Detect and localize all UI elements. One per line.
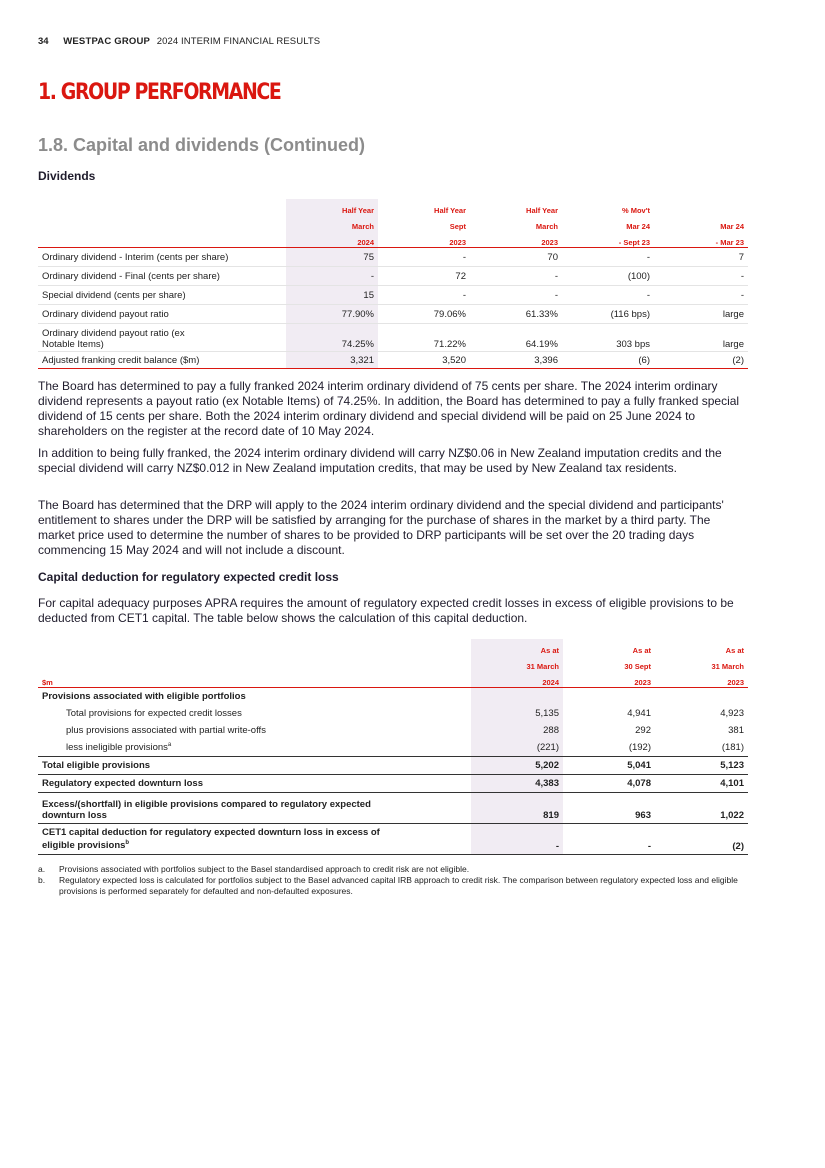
table-cell: large (654, 305, 748, 324)
row-label: plus provisions associated with partial write-offs (66, 725, 266, 736)
column-header: 2024 (471, 671, 563, 688)
column-header (654, 199, 748, 215)
column-header: Mar 24 (720, 222, 744, 231)
table-cell: 303 bps (562, 324, 654, 352)
row-label: Regulatory expected downturn loss (38, 775, 471, 793)
dividends-header-row-3 (38, 231, 748, 248)
table-cell: 74.25% (286, 324, 378, 352)
column-header: 31 March (471, 655, 563, 671)
group-label: Provisions associated with eligible portfolios (42, 691, 246, 702)
column-header: As at (471, 639, 563, 655)
table-cell: 5,041 (563, 757, 655, 775)
table-cell: - (471, 824, 563, 855)
table-cell: - (654, 267, 748, 286)
table-cell: - (470, 286, 562, 305)
footnote-ref: b (125, 840, 130, 847)
table-cell: (116 bps) (562, 305, 654, 324)
table-row (38, 352, 748, 369)
table-cell: - (654, 286, 748, 305)
brand-name: WESTPAC GROUP (63, 36, 151, 47)
table-cell: 61.33% (470, 305, 562, 324)
column-header: 2023 (563, 671, 655, 688)
table-cell: 77.90% (286, 305, 378, 324)
column-header: 2023 (378, 231, 470, 248)
table-cell: 4,383 (471, 775, 563, 793)
row-label-line: Ordinary dividend payout ratio (ex (42, 328, 185, 339)
row-label: Ordinary dividend payout ratio (38, 305, 286, 324)
footnote-ref: a (167, 741, 172, 748)
column-header: 31 March (711, 662, 744, 671)
footnotes (38, 864, 748, 897)
table-cell: 5,135 (471, 705, 563, 722)
table-cell: - (378, 248, 470, 267)
column-header: 30 Sept (624, 662, 651, 671)
table-row (38, 286, 748, 305)
table-row (38, 248, 748, 267)
table-cell: (100) (562, 267, 654, 286)
table-cell: 4,078 (563, 775, 655, 793)
capital-header-row-1 (38, 639, 748, 655)
row-label-line: Notable Items) (42, 339, 104, 350)
table-cell: 288 (471, 722, 563, 739)
row-label: Total eligible provisions (38, 757, 471, 775)
table-cell: (181) (721, 742, 744, 753)
table-cell: 1,022 (655, 793, 748, 824)
column-header: Half Year (434, 206, 466, 215)
table-cell: 819 (471, 793, 563, 824)
footnote (38, 864, 748, 875)
table-cell: 4,101 (655, 775, 748, 793)
column-header: 2023 (470, 231, 562, 248)
table-cell: - (563, 824, 655, 855)
row-label (38, 824, 471, 855)
table-cell: - (562, 286, 654, 305)
column-header: - Mar 23 (654, 231, 748, 248)
column-header: 2023 (655, 671, 748, 688)
capital-header-row-2 (38, 655, 748, 671)
total-row (38, 757, 748, 775)
dividend-paragraph-3: The Board has determined that the DRP will apply to the 2024 interim ordinary dividend and the special dividend and participants' entitlement to shares under the DRP will be satisfied by arranging for the purchase of shares in the market by a third party. The market price used to determine the number of shares to be provided to DRP participants will be set over the 20 trading days commencing 15 May 2024 and will not include a discount. (38, 498, 724, 557)
column-header: % Mov't (621, 206, 650, 215)
group-row (38, 688, 748, 706)
column-header: Half Year (526, 206, 558, 215)
capital-heading: Capital deduction for regulatory expected credit loss (38, 570, 339, 584)
column-header: 2024 (286, 231, 378, 248)
table-cell: - (470, 267, 562, 286)
table-cell: 71.22% (378, 324, 470, 352)
subsection-title: 1.8. Capital and dividends (Continued) (38, 135, 366, 155)
dividends-header-row-1 (38, 199, 748, 215)
table-cell: 15 (286, 286, 378, 305)
table-cell: 70 (470, 248, 562, 267)
dividends-heading: Dividends (38, 169, 96, 183)
table-cell: 3,520 (378, 352, 470, 369)
page-header (38, 36, 320, 47)
footnote (38, 875, 748, 897)
table-cell: 7 (654, 248, 748, 267)
unit-label: $m (38, 671, 471, 688)
footnote-marker: b. (38, 875, 46, 885)
table-cell: 292 (635, 725, 651, 736)
table-row (38, 705, 748, 722)
row-label-line: Excess/(shortfall) in eligible provisions compared to regulatory expected (42, 799, 371, 810)
column-header: As at (632, 646, 651, 655)
table-cell: 79.06% (378, 305, 470, 324)
table-cell: 963 (563, 793, 655, 824)
table-cell: 5,123 (655, 757, 748, 775)
table-cell: (192) (628, 742, 651, 753)
footnote-text: Regulatory expected loss is calculated for portfolios subject to the Basel advanced capital IRB approach to credit risk. The comparison between regulatory expected loss and eligible provisions is performed separately for defaulted and non-defaulted exposures. (59, 875, 738, 896)
dividends-table (38, 199, 748, 369)
column-header: March (535, 222, 558, 231)
column-header: Mar 24 (626, 222, 650, 231)
column-header: As at (725, 646, 744, 655)
table-cell: - (286, 267, 378, 286)
table-cell: 3,321 (286, 352, 378, 369)
capital-deduction-table (38, 639, 748, 855)
table-cell: (6) (562, 352, 654, 369)
table-row (38, 793, 748, 824)
table-cell: 4,941 (627, 708, 651, 719)
row-label-text: less ineligible provisions (66, 742, 168, 754)
table-row (38, 722, 748, 739)
column-header: - Sept 23 (562, 231, 654, 248)
table-cell: (2) (654, 352, 748, 369)
page-number: 34 (38, 36, 49, 47)
footnote-marker: a. (38, 864, 46, 874)
row-label-line: downturn loss (42, 809, 107, 821)
column-header: Half Year (286, 199, 378, 215)
dividends-header-row-2 (38, 215, 748, 231)
table-cell: 72 (378, 267, 470, 286)
table-row (38, 305, 748, 324)
table-row (38, 824, 748, 855)
table-cell: (2) (655, 824, 748, 855)
column-header: March (286, 215, 378, 231)
table-cell: - (378, 286, 470, 305)
table-row (38, 324, 748, 352)
table-cell: 3,396 (470, 352, 562, 369)
row-label: Ordinary dividend - Final (cents per share) (38, 267, 286, 286)
table-row (38, 267, 748, 286)
row-label: Adjusted franking credit balance ($m) (38, 352, 286, 369)
row-label: Special dividend (cents per share) (38, 286, 286, 305)
table-cell: 75 (286, 248, 378, 267)
dividend-paragraph-2: In addition to being fully franked, the 2024 interim ordinary dividend will carry NZ$0.06 in New Zealand imputation credits and the special dividend will carry NZ$0.012 in New Zealand imputation credits, that may be used by New Zealand tax residents. (38, 446, 722, 475)
table-row (38, 739, 748, 757)
footnote-text: Provisions associated with portfolios subject to the Basel standardised approach to credit risk are not eligible. (59, 864, 470, 874)
table-row (38, 775, 748, 793)
row-label-line: CET1 capital deduction for regulatory expected downturn loss in excess of (42, 826, 380, 838)
table-cell: 4,923 (720, 708, 744, 719)
dividend-paragraph-1: The Board has determined to pay a fully franked 2024 interim ordinary dividend of 75 cents per share. The 2024 interim ordinary dividend represents a payout ratio (ex Notable Items) of 74.25%. In addition, the Board has determined to pay a fully franked special dividend of 15 cents per share. Both the 2024 interim ordinary dividend and special dividend will be paid on 25 June 2024 to shareholders on the register at the record date of 10 May 2024. (38, 379, 740, 438)
capital-intro: For capital adequacy purposes APRA requires the amount of regulatory expected credit losses in excess of eligible provisions to be deducted from CET1 capital. The table below shows the calculation of this capital deduction. (38, 596, 734, 625)
table-cell: 5,202 (471, 757, 563, 775)
table-cell: (221) (471, 739, 563, 757)
capital-header-row-3 (38, 671, 748, 688)
column-header: Sept (449, 222, 466, 231)
row-label: Ordinary dividend - Interim (cents per share) (38, 248, 286, 267)
table-cell: large (654, 324, 748, 352)
table-cell: 64.19% (470, 324, 562, 352)
row-label: Total provisions for expected credit losses (66, 708, 242, 719)
row-label (38, 739, 471, 757)
row-label-line: eligible provisions (42, 840, 126, 852)
table-cell: - (562, 248, 654, 267)
row-label (38, 324, 286, 352)
row-label (38, 793, 471, 824)
section-title: 1. GROUP PERFORMANCE (38, 80, 281, 105)
report-subtitle: 2024 INTERIM FINANCIAL RESULTS (156, 36, 321, 47)
table-cell: 381 (728, 725, 744, 736)
